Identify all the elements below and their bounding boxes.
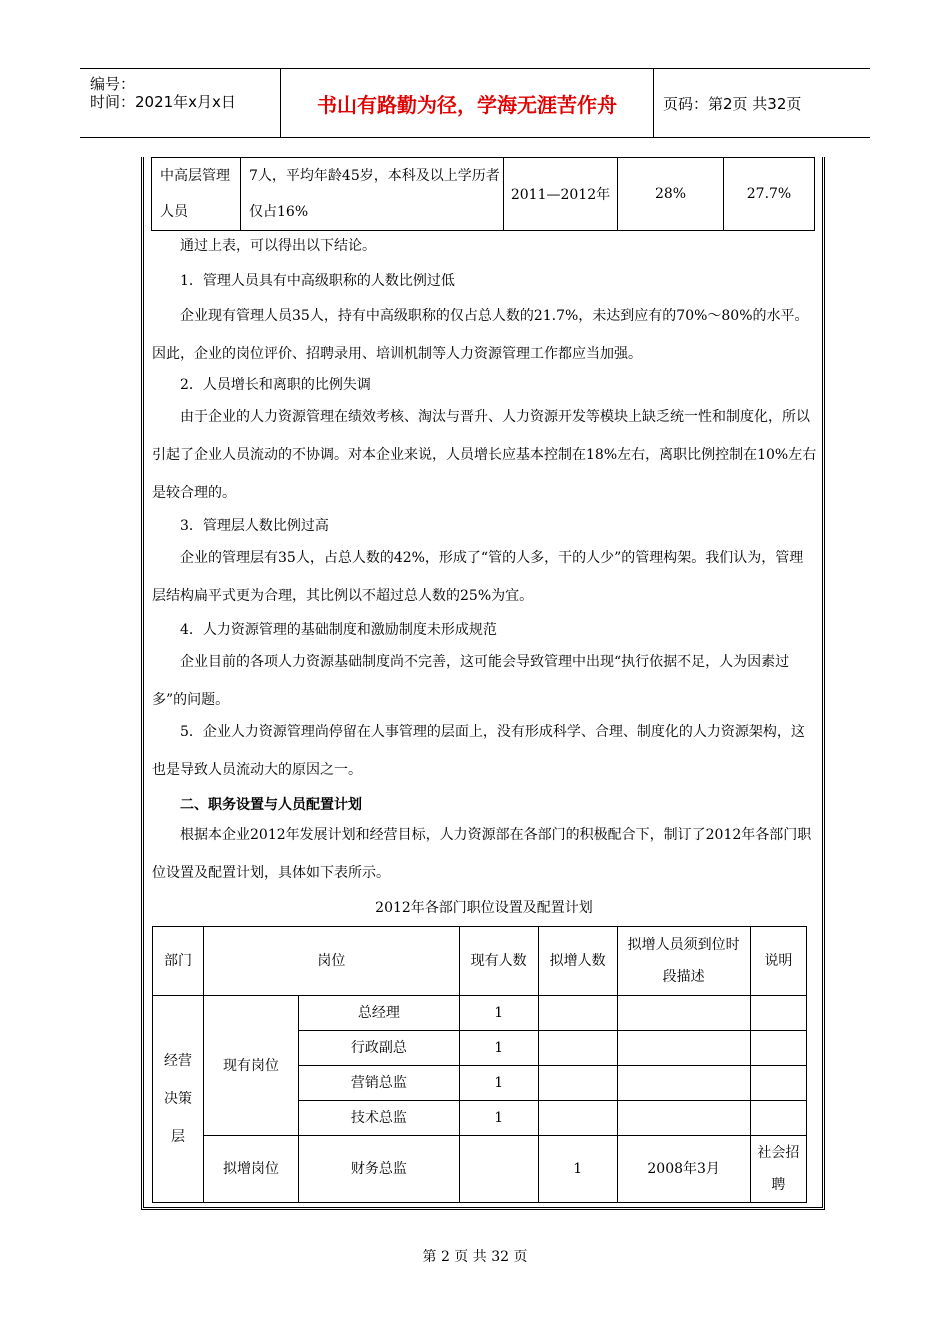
post-cell: 财务总监 — [299, 1136, 460, 1203]
note-cell — [750, 996, 806, 1031]
planned-cell — [538, 1031, 617, 1066]
paragraph-2: 由于企业的人力资源管理在绩效考核、淘汰与晋升、人力资源开发等模块上缺乏统一性和制度化，所以引起了企业人员流动的不协调。对本企业来说，人员增长应基本控制在18%左右，离职比例控制在10%左右是较合理的。 — [152, 409, 817, 501]
dept-cell: 经营决策层 — [153, 996, 204, 1203]
description-cell: 7人，平均年龄45岁，本科及以上学历者仅占16% — [241, 158, 504, 231]
table-header-row — [153, 927, 807, 996]
current-cell — [459, 1136, 538, 1203]
rate1-cell: 28% — [618, 158, 724, 231]
note-cell — [750, 1066, 806, 1101]
group-current-cell: 现有岗位 — [204, 996, 299, 1136]
heading-2: 2．人员增长和离职的比例失调 — [180, 377, 371, 393]
page-header — [80, 68, 870, 138]
heading-3: 3．管理层人数比例过高 — [180, 518, 329, 534]
note-cell — [750, 1101, 806, 1136]
table-row — [153, 1136, 807, 1203]
paragraph-3: 企业的管理层有35人，占总人数的42%，形成了“管的人多，干的人少”的管理构架。我们认为，管理层结构扁平式更为合理，其比例以不超过总人数的25%为宜。 — [152, 550, 804, 604]
post-cell: 行政副总 — [299, 1031, 460, 1066]
current-cell: 1 — [459, 1031, 538, 1066]
timing-cell: 2008年3月 — [617, 1136, 750, 1203]
section-2-title: 二、职务设置与人员配置计划 — [180, 797, 362, 813]
header-current: 现有人数 — [459, 927, 538, 996]
header-meta — [80, 69, 281, 137]
role-cell: 中高层管理人员 — [152, 158, 241, 231]
header-planned: 拟增人数 — [538, 927, 617, 996]
paragraph-4: 企业目前的各项人力资源基础制度尚不完善，这可能会导致管理中出现“执行依据不足，人为因素过多”的问题。 — [152, 654, 790, 708]
paragraph-5: 5．企业人力资源管理尚停留在人事管理的层面上，没有形成科学、合理、制度化的人力资源架构，这也是导致人员流动大的原因之一。 — [152, 724, 805, 778]
note-cell: 社会招聘 — [750, 1136, 806, 1203]
heading-4: 4．人力资源管理的基础制度和激励制度未形成规范 — [180, 622, 497, 638]
plan-table-title: 2012年各部门职位设置及配置计划 — [375, 900, 593, 916]
header-page-info: 页码：第2页 共32页 — [663, 94, 802, 113]
timing-cell — [617, 1031, 750, 1066]
doc-time-label: 时间：2021年x月x日 — [90, 93, 236, 111]
period-cell: 2011—2012年 — [504, 158, 618, 231]
current-cell: 1 — [459, 1101, 538, 1136]
post-cell: 总经理 — [299, 996, 460, 1031]
current-cell: 1 — [459, 996, 538, 1031]
table-row — [152, 158, 815, 231]
header-dept: 部门 — [153, 927, 204, 996]
timing-cell — [617, 1066, 750, 1101]
group-new-cell: 拟增岗位 — [204, 1136, 299, 1203]
page-footer: 第 2 页 共 32 页 — [422, 1249, 528, 1265]
rate2-cell: 27.7% — [724, 158, 815, 231]
header-timing: 拟增人员须到位时段描述 — [617, 927, 750, 996]
post-cell: 营销总监 — [299, 1066, 460, 1101]
note-cell — [750, 1031, 806, 1066]
header-post: 岗位 — [204, 927, 460, 996]
intro-text: 通过上表，可以得出以下结论。 — [180, 238, 376, 254]
header-note: 说明 — [750, 927, 806, 996]
timing-cell — [617, 996, 750, 1031]
planned-cell — [538, 1101, 617, 1136]
current-cell: 1 — [459, 1066, 538, 1101]
doc-code-label: 编号： — [90, 75, 136, 93]
table-row — [153, 996, 807, 1031]
planned-cell: 1 — [538, 1136, 617, 1203]
heading-1: 1．管理人员具有中高级职称的人数比例过低 — [180, 273, 455, 289]
position-plan-table — [152, 926, 807, 1203]
paragraph-6: 根据本企业2012年发展计划和经营目标，人力资源部在各部门的积极配合下，制订了2012年各部门职位设置及配置计划，具体如下表所示。 — [152, 827, 812, 881]
header-motto: 书山有路勤为径，学海无涯苦作舟 — [281, 69, 654, 137]
planned-cell — [538, 1066, 617, 1101]
planned-cell — [538, 996, 617, 1031]
paragraph-1: 企业现有管理人员35人，持有中高级职称的仅占总人数的21.7%，未达到应有的70%～80%的水平。因此，企业的岗位评价、招聘录用、培训机制等人力资源管理工作都应当加强。 — [152, 308, 809, 362]
timing-cell — [617, 1101, 750, 1136]
staff-summary-table — [151, 157, 815, 231]
post-cell: 技术总监 — [299, 1101, 460, 1136]
